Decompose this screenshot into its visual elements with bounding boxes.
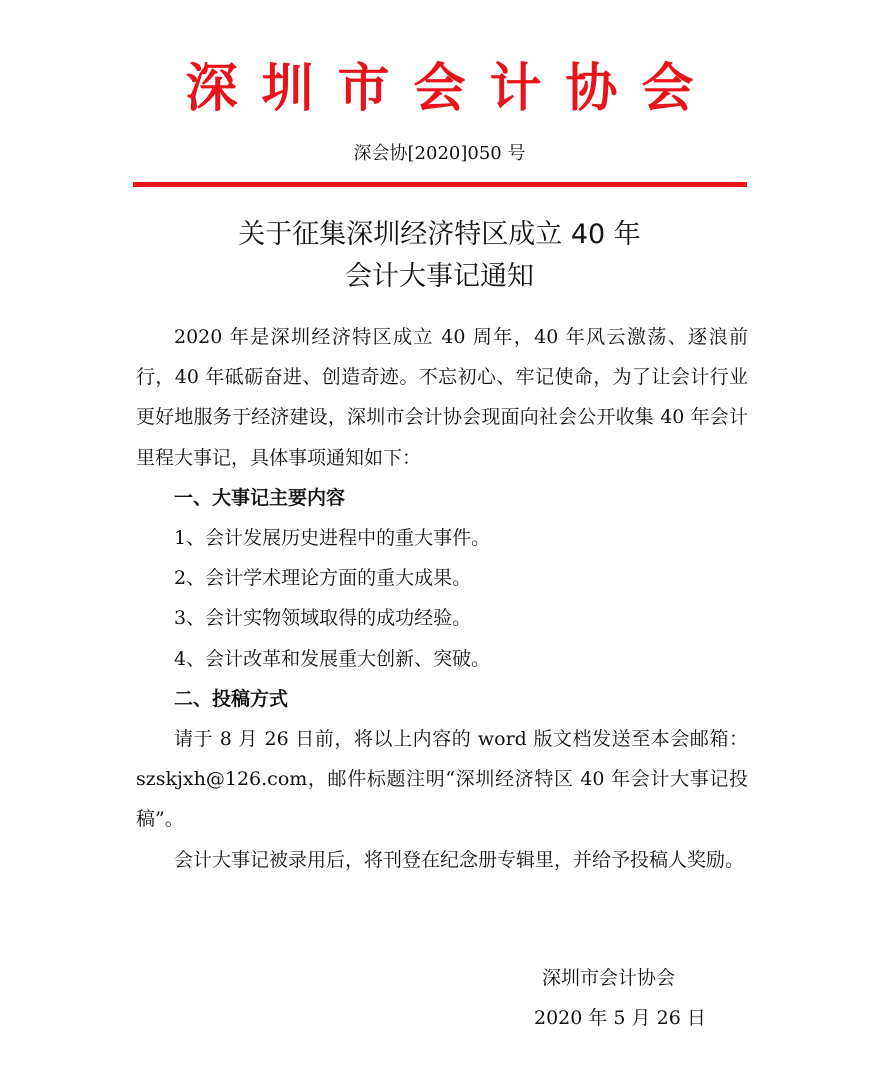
section-2-heading: 二、投稿方式	[174, 687, 289, 710]
section-1-heading: 一、大事记主要内容	[174, 486, 346, 509]
content-item-4: 4、会计改革和发展重大创新、突破。	[174, 647, 491, 670]
title-line-2: 会计大事记通知	[345, 261, 534, 292]
signature-date: 2020 年 5 月 26 日	[534, 1007, 706, 1029]
title-line-1: 关于征集深圳经济特区成立 40 年	[238, 219, 641, 250]
doc-number: 深会协[2020]050 号	[353, 143, 526, 164]
notice-body	[136, 317, 748, 880]
signature-organization: 深圳市会计协会	[542, 967, 676, 989]
submission-paragraph: 请于 8 月 26 日前，将以上内容的 word 版文档发送至本会邮箱：szskjxh@126.com，邮件标题注明“深圳经济特区 40 年会计大事记投稿”。	[136, 728, 748, 831]
content-item-2: 2、会计学术理论方面的重大成果。	[174, 567, 472, 590]
notice-title	[0, 214, 879, 298]
reward-paragraph: 会计大事记被录用后，将刊登在纪念册专辑里，并给予投稿人奖励。	[174, 848, 745, 871]
red-header-rule	[133, 182, 747, 187]
content-item-1: 1、会计发展历史进程中的重大事件。	[174, 527, 491, 550]
signature-block	[470, 958, 770, 1038]
intro-paragraph: 2020 年是深圳经济特区成立 40 周年，40 年风云激荡、逐浪前行，40 年砥砺奋进、创造奇迹。不忘初心、牢记使命，为了让会计行业更好地服务于经济建设，深圳市会计协会现面向社会公开收集 40 年会计里程大事记，具体事项通知如下：	[136, 326, 748, 469]
content-item-3: 3、会计实物领域取得的成功经验。	[174, 607, 472, 630]
org-header: 深圳市会计协会	[185, 59, 718, 119]
